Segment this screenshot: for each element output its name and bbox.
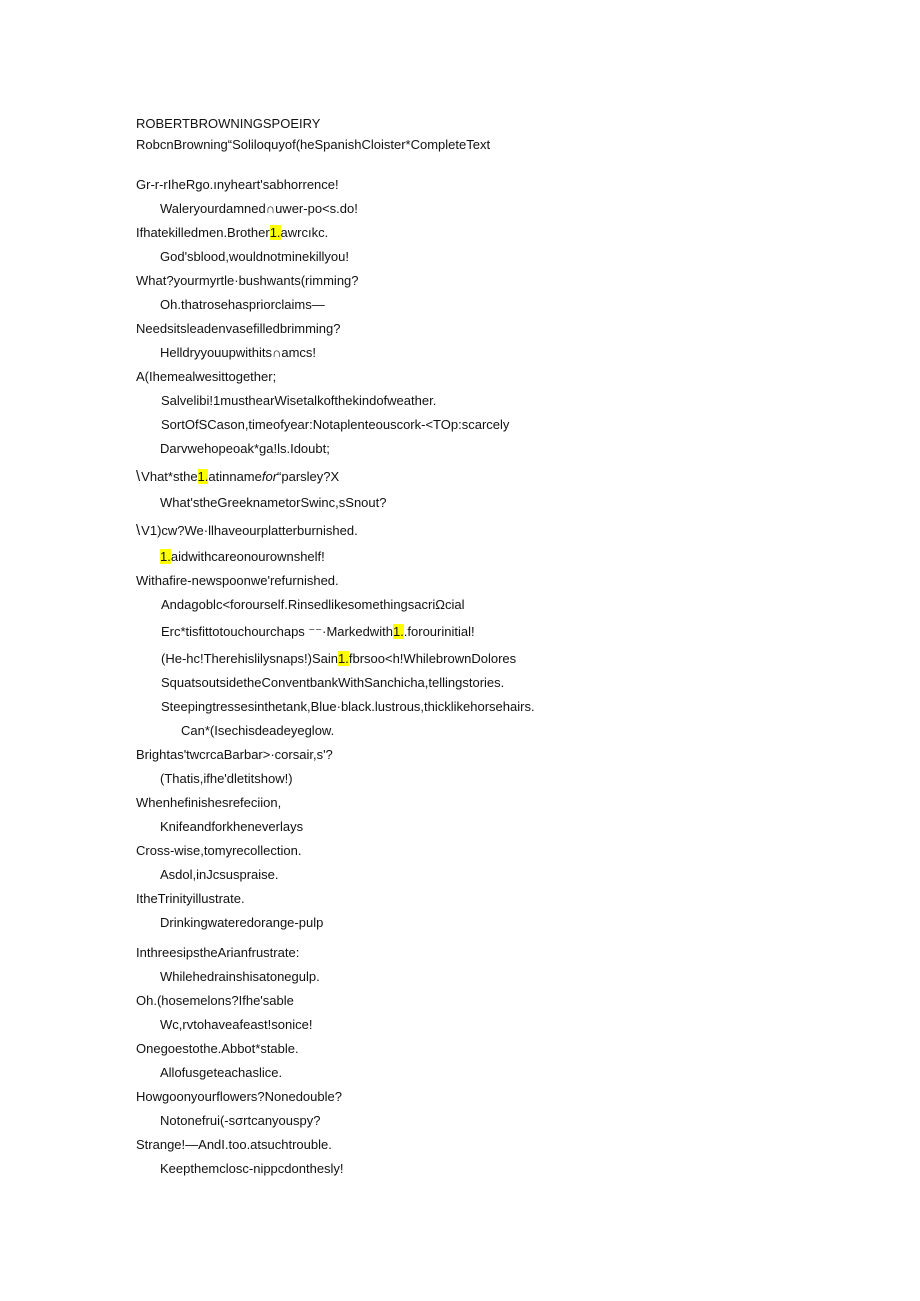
poem-line: Steepingtressesinthetank,Blue·black.lustrous,thicklikehorsehairs. bbox=[161, 699, 535, 714]
highlight-mark: 1. bbox=[392, 624, 404, 639]
poem-line: Brightas'twcrcaBarbar>·corsair,s'? bbox=[136, 747, 333, 762]
poem-line: Withafire-newspoonwe'refurnished. bbox=[136, 573, 339, 588]
poem-line: Keepthemclosc-nippcdonthesly! bbox=[160, 1161, 344, 1176]
poem-line: Notonefrui(-sσrtcanyouspy? bbox=[160, 1113, 321, 1128]
poem-line: Oh.thatrosehaspriorclaims— bbox=[160, 297, 325, 312]
text-span: \ bbox=[136, 468, 141, 485]
poem-line: Helldryyouupwithits∩amcs! bbox=[160, 345, 317, 360]
poem-line: Strange!—AndI.too.atsuchtrouble. bbox=[136, 1137, 332, 1152]
text-span: Erc*tisfittotouchourchaps ⁻⁻·Markedwith bbox=[161, 624, 393, 639]
poem-line: Wc,rvtohaveafeast!sonice! bbox=[160, 1017, 313, 1032]
poem-line: What'stheGreeknametorSwinc,sSnout? bbox=[160, 495, 387, 510]
poem-line bbox=[136, 469, 339, 485]
poem-line: God'sblood,wouldnotminekillyou! bbox=[160, 249, 349, 264]
poem-line: Can*(Isechisdeadeyeglow. bbox=[181, 723, 335, 738]
poem-line: Asdol,inJcsuspraise. bbox=[160, 867, 279, 882]
poem-line: Onegoestothe.Abbot*stable. bbox=[136, 1041, 299, 1056]
highlight-mark: 1. bbox=[269, 225, 281, 240]
poem-line: Drinkingwateredorange-pulp bbox=[160, 915, 324, 930]
text-span: Ifhatekilledmen.Brother bbox=[136, 225, 270, 240]
text-span: Vhat*sthe bbox=[141, 469, 198, 484]
poem-line bbox=[136, 523, 358, 539]
poem-line: Whilehedrainshisatonegulp. bbox=[160, 969, 320, 984]
document-title: ROBERTBROWNINGSPOEIRY bbox=[136, 116, 321, 131]
poem-line: What?yourmyrtle·bushwants(rimming? bbox=[136, 273, 359, 288]
text-span: .forourinitial! bbox=[403, 624, 475, 639]
poem-line bbox=[136, 225, 328, 241]
italic-span: for bbox=[261, 469, 278, 484]
highlight-mark: 1. bbox=[338, 651, 349, 666]
poem-line: Allofusgeteachaslice. bbox=[160, 1065, 283, 1080]
poem-line: Salvelibi!1musthearWisetalkofthekindofweather. bbox=[161, 393, 437, 408]
text-span: \ bbox=[136, 522, 141, 539]
poem-line bbox=[160, 549, 325, 565]
poem-line: A(Ihemealwesittogether; bbox=[136, 369, 277, 384]
poem-line: Darvwehopeoak*ga!ls.Idoubt; bbox=[160, 441, 330, 456]
poem-line: InthreesipstheArianfrustrate: bbox=[136, 945, 300, 960]
poem-line: SquatsoutsidetheConventbankWithSanchicha,tellingstories. bbox=[161, 675, 505, 690]
text-span: (He-hc!Therehislilysnaps!)Sain bbox=[161, 651, 339, 666]
poem-line bbox=[161, 651, 516, 667]
poem-line bbox=[161, 624, 475, 640]
text-span: awrcıkc. bbox=[280, 225, 329, 240]
poem-line: Whenhefinishesrefeciion, bbox=[136, 795, 282, 810]
poem-line: Gr-r-rIheRgo.ınyheart'sabhorrence! bbox=[136, 177, 339, 192]
text-span: V1)cw?We·llhaveourplatterburnished. bbox=[141, 523, 358, 538]
text-span: atinname bbox=[208, 469, 262, 484]
poem-line: Cross-wise,tomyrecollection. bbox=[136, 843, 302, 858]
highlight-mark: 1. bbox=[160, 549, 171, 564]
text-span: “parsley?X bbox=[277, 469, 340, 484]
highlight-mark: 1. bbox=[197, 469, 209, 484]
poem-line: Knifeandforkheneverlays bbox=[160, 819, 304, 834]
document-subtitle: RobcnBrowning“Soliloquyof(heSpanishCloister*CompleteText bbox=[136, 137, 491, 152]
poem-line: SortOfSCason,timeofyear:Notaplenteouscork-<ΤΟp:scarcely bbox=[161, 417, 510, 432]
poem-line: Andagoblc<forourself.RinsedlikesomethingsacriΩcial bbox=[161, 597, 465, 612]
poem-line: Oh.(hosemelons?Ifhe'sable bbox=[136, 993, 294, 1008]
poem-line: (Thatis,ifhe'dletitshow!) bbox=[160, 771, 293, 786]
poem-line: Waleryourdamned∩uwer-po<s.do! bbox=[160, 201, 358, 216]
text-span: fbrsoo<h!WhilebrownDolores bbox=[348, 651, 517, 666]
text-span: aidwithcareonourownshelf! bbox=[170, 549, 325, 564]
poem-line: Needsitsleadenvasefilledbrimming? bbox=[136, 321, 341, 336]
poem-line: Howgoonyourflowers?Nonedouble? bbox=[136, 1089, 342, 1104]
poem-line: ItheTrinityillustrate. bbox=[136, 891, 245, 906]
